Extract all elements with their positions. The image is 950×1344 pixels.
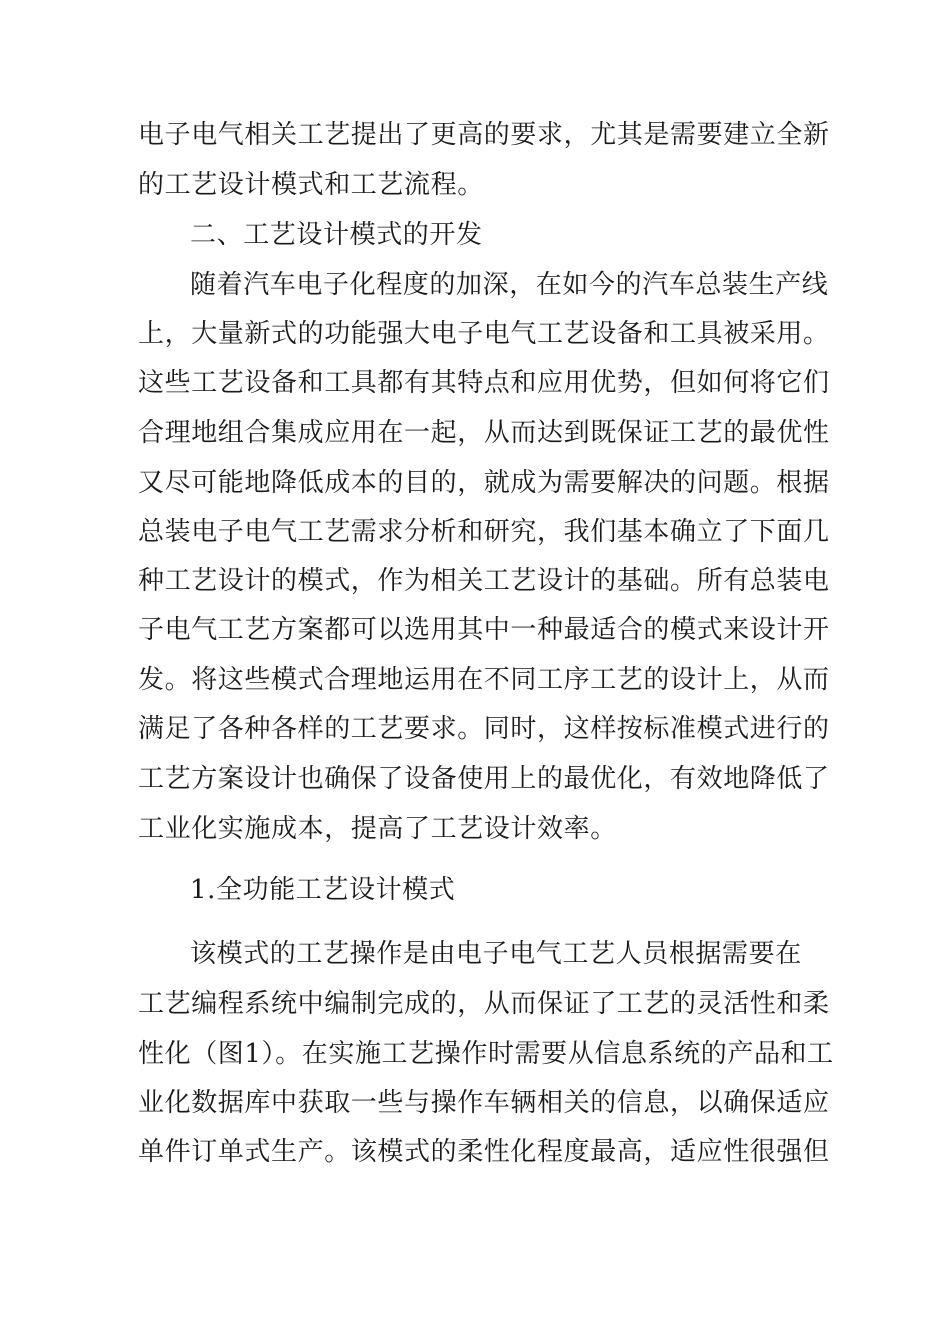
section-heading: 二、工艺设计模式的开发	[190, 220, 483, 250]
subsection-heading: 1.全功能工艺设计模式	[190, 875, 456, 905]
paragraph-line: 这些工艺设备和工具都有其特点和应用优势，但如何将它们	[138, 368, 830, 398]
paragraph-line: 工艺编程系统中编制完成的，从而保证了工艺的灵活性和柔	[138, 989, 830, 1019]
paragraph-line: 子电气工艺方案都可以选用其中一种最适合的模式来设计开	[138, 615, 830, 645]
paragraph-line: 该模式的工艺操作是由电子电气工艺人员根据需要在	[190, 939, 802, 969]
paragraph-line: 满足了各种各样的工艺要求。同时，这样按标准模式进行的	[138, 714, 830, 744]
paragraph-line: 工业化实施成本，提高了工艺设计效率。	[138, 814, 617, 844]
paragraph-line: 上，大量新式的功能强大电子电气工艺设备和工具被采用。	[138, 319, 830, 349]
paragraph-line: 性化（图1）。在实施工艺操作时需要从信息系统的产品和工	[138, 1039, 834, 1069]
paragraph-line: 工艺方案设计也确保了设备使用上的最优化，有效地降低了	[138, 764, 830, 794]
paragraph-line: 随着汽车电子化程度的加深，在如今的汽车总装生产线	[190, 270, 829, 300]
paragraph-line: 合理地组合集成应用在一起，从而达到既保证工艺的最优性	[138, 418, 830, 448]
paragraph-line: 种工艺设计的模式，作为相关工艺设计的基础。所有总装电	[138, 566, 830, 596]
paragraph-line: 电子电气相关工艺提出了更高的要求，尤其是需要建立全新	[138, 120, 830, 150]
paragraph-line: 发。将这些模式合理地运用在不同工序工艺的设计上，从而	[138, 665, 830, 695]
paragraph-line: 总装电子电气工艺需求分析和研究，我们基本确立了下面几	[138, 517, 830, 547]
paragraph-line: 的工艺设计模式和工艺流程。	[138, 170, 484, 200]
paragraph-line: 单件订单式生产。该模式的柔性化程度最高，适应性很强但	[138, 1137, 830, 1167]
paragraph-line: 业化数据库中获取一些与操作车辆相关的信息，以确保适应	[138, 1088, 830, 1118]
paragraph-line: 又尽可能地降低成本的目的，就成为需要解决的问题。根据	[138, 468, 830, 498]
